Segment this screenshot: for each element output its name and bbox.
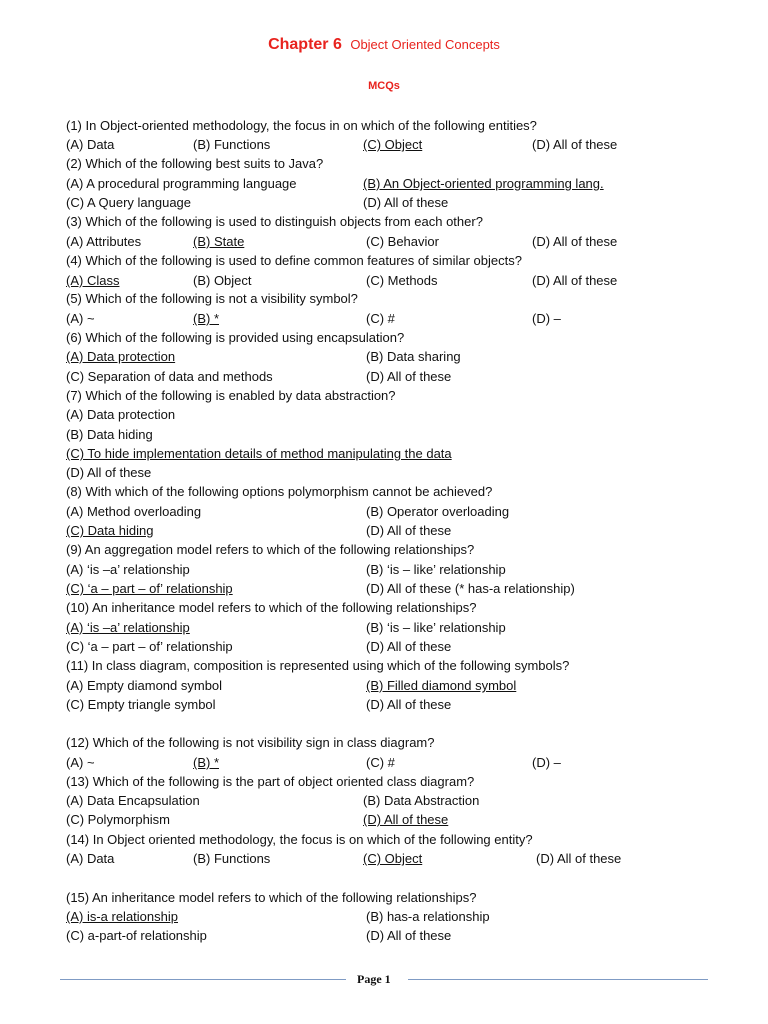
option: (A) Data Encapsulation [66,793,200,808]
option: (D) All of these [532,137,618,152]
options-row [66,909,706,928]
option: (D) – [532,311,561,326]
correct-option: (B) * [193,755,219,770]
options-row [66,678,706,697]
options-row [66,562,706,581]
option: (A) Data [66,137,115,152]
options-row [66,793,706,812]
correct-option: (B) Filled diamond symbol [366,678,517,693]
option: (C) Empty triangle symbol [66,697,216,712]
option: (D) All of these [532,234,618,249]
options-row [66,195,706,214]
options-row [66,465,706,484]
options-row [66,234,706,253]
option: (B) Object [193,273,252,288]
question-text: (2) Which of the following best suits to Java? [66,156,324,171]
options-row [66,369,706,388]
question-text: (7) Which of the following is enabled by data abstraction? [66,388,396,403]
option: (B) Data hiding [66,427,153,442]
option: (C) # [366,311,395,326]
option: (B) Data sharing [366,349,461,364]
option: (C) # [366,755,395,770]
correct-option: (B) State [193,234,245,249]
option: (A) Data protection [66,407,176,422]
correct-option: (C) Data hiding [66,523,154,538]
options-row [66,349,706,368]
option: (B) has-a relationship [366,909,490,924]
options-row [66,581,706,600]
option: (D) All of these [532,273,618,288]
correct-option: (C) To hide implementation details of method manipulating the data [66,446,452,461]
question-text: (11) In class diagram, composition is represented using which of the following symbols? [66,658,570,673]
options-row [66,928,706,947]
question-text: (3) Which of the following is used to distinguish objects from each other? [66,214,483,229]
correct-option: (C) Object [363,851,423,866]
option: (D) All of these [366,697,452,712]
option: (D) All of these [366,523,452,538]
option: (D) All of these [536,851,622,866]
question-text: (6) Which of the following is provided using encapsulation? [66,330,405,345]
section-heading: MCQs [368,80,400,92]
question-text: (8) With which of the following options polymorphism cannot be achieved? [66,484,493,499]
option: (A) ~ [66,311,95,326]
correct-option: (A) Class [66,273,120,288]
option: (A) Attributes [66,234,142,249]
options-row [66,851,706,870]
options-row [66,523,706,542]
question-text: (15) An inheritance model refers to which of the following relationships? [66,890,477,905]
options-row [66,176,706,195]
options-row [66,812,706,831]
option: (D) All of these (* has-a relationship) [366,581,575,596]
correct-option: (A) Data protection [66,349,176,364]
page-number: Page 1 [357,972,391,986]
options-row [66,407,706,426]
option: (A) ~ [66,755,95,770]
option: (B) Functions [193,137,271,152]
option: (C) Behavior [366,234,439,249]
footer-rule-right [408,979,708,980]
option: (A) ‘is –a’ relationship [66,562,190,577]
correct-option: (C) ‘a – part – of’ relationship [66,581,233,596]
correct-option: (A) ‘is –a’ relationship [66,620,190,635]
option: (D) – [532,755,561,770]
correct-option: (D) All of these [363,812,449,827]
option: (D) All of these [66,465,152,480]
options-row [66,446,706,465]
options-row [66,504,706,523]
option: (A) Empty diamond symbol [66,678,223,693]
question-text: (4) Which of the following is used to define common features of similar objects? [66,253,522,268]
option: (A) A procedural programming language [66,176,297,191]
option: (C) ‘a – part – of’ relationship [66,639,233,654]
options-row [66,311,706,330]
option: (C) Separation of data and methods [66,369,273,384]
option: (C) Polymorphism [66,812,171,827]
correct-option: (B) * [193,311,219,326]
options-row [66,137,706,156]
correct-option: (B) An Object-oriented programming lang. [363,176,604,191]
option: (B) ‘is – like’ relationship [366,620,506,635]
chapter-number: Chapter 6 [268,36,342,53]
option: (C) a-part-of relationship [66,928,207,943]
option: (D) All of these [363,195,449,210]
option: (D) All of these [366,369,452,384]
option: (A) Data [66,851,115,866]
chapter-title [0,36,768,54]
option: (B) ‘is – like’ relationship [366,562,506,577]
question-text: (10) An inheritance model refers to which of the following relationships? [66,600,477,615]
options-row [66,427,706,446]
chapter-subject: Object Oriented Concepts [350,37,500,52]
option: (B) Data Abstraction [363,793,480,808]
options-row [66,620,706,639]
option: (C) A Query language [66,195,192,210]
option: (A) Method overloading [66,504,202,519]
question-text: (12) Which of the following is not visibility sign in class diagram? [66,735,435,750]
footer-rule-left [60,979,346,980]
question-text: (5) Which of the following is not a visibility symbol? [66,291,358,306]
option: (B) Functions [193,851,271,866]
question-text: (13) Which of the following is the part of object oriented class diagram? [66,774,475,789]
option: (D) All of these [366,928,452,943]
options-row [66,697,706,716]
correct-option: (C) Object [363,137,423,152]
correct-option: (A) is-a relationship [66,909,178,924]
question-text: (9) An aggregation model refers to which of the following relationships? [66,542,475,557]
options-row [66,755,706,774]
question-text: (1) In Object-oriented methodology, the focus in on which of the following entities? [66,118,537,133]
options-row [66,639,706,658]
option: (C) Methods [366,273,438,288]
question-text: (14) In Object oriented methodology, the focus is on which of the following entity? [66,832,533,847]
options-row [66,273,706,292]
option: (D) All of these [366,639,452,654]
option: (B) Operator overloading [366,504,510,519]
